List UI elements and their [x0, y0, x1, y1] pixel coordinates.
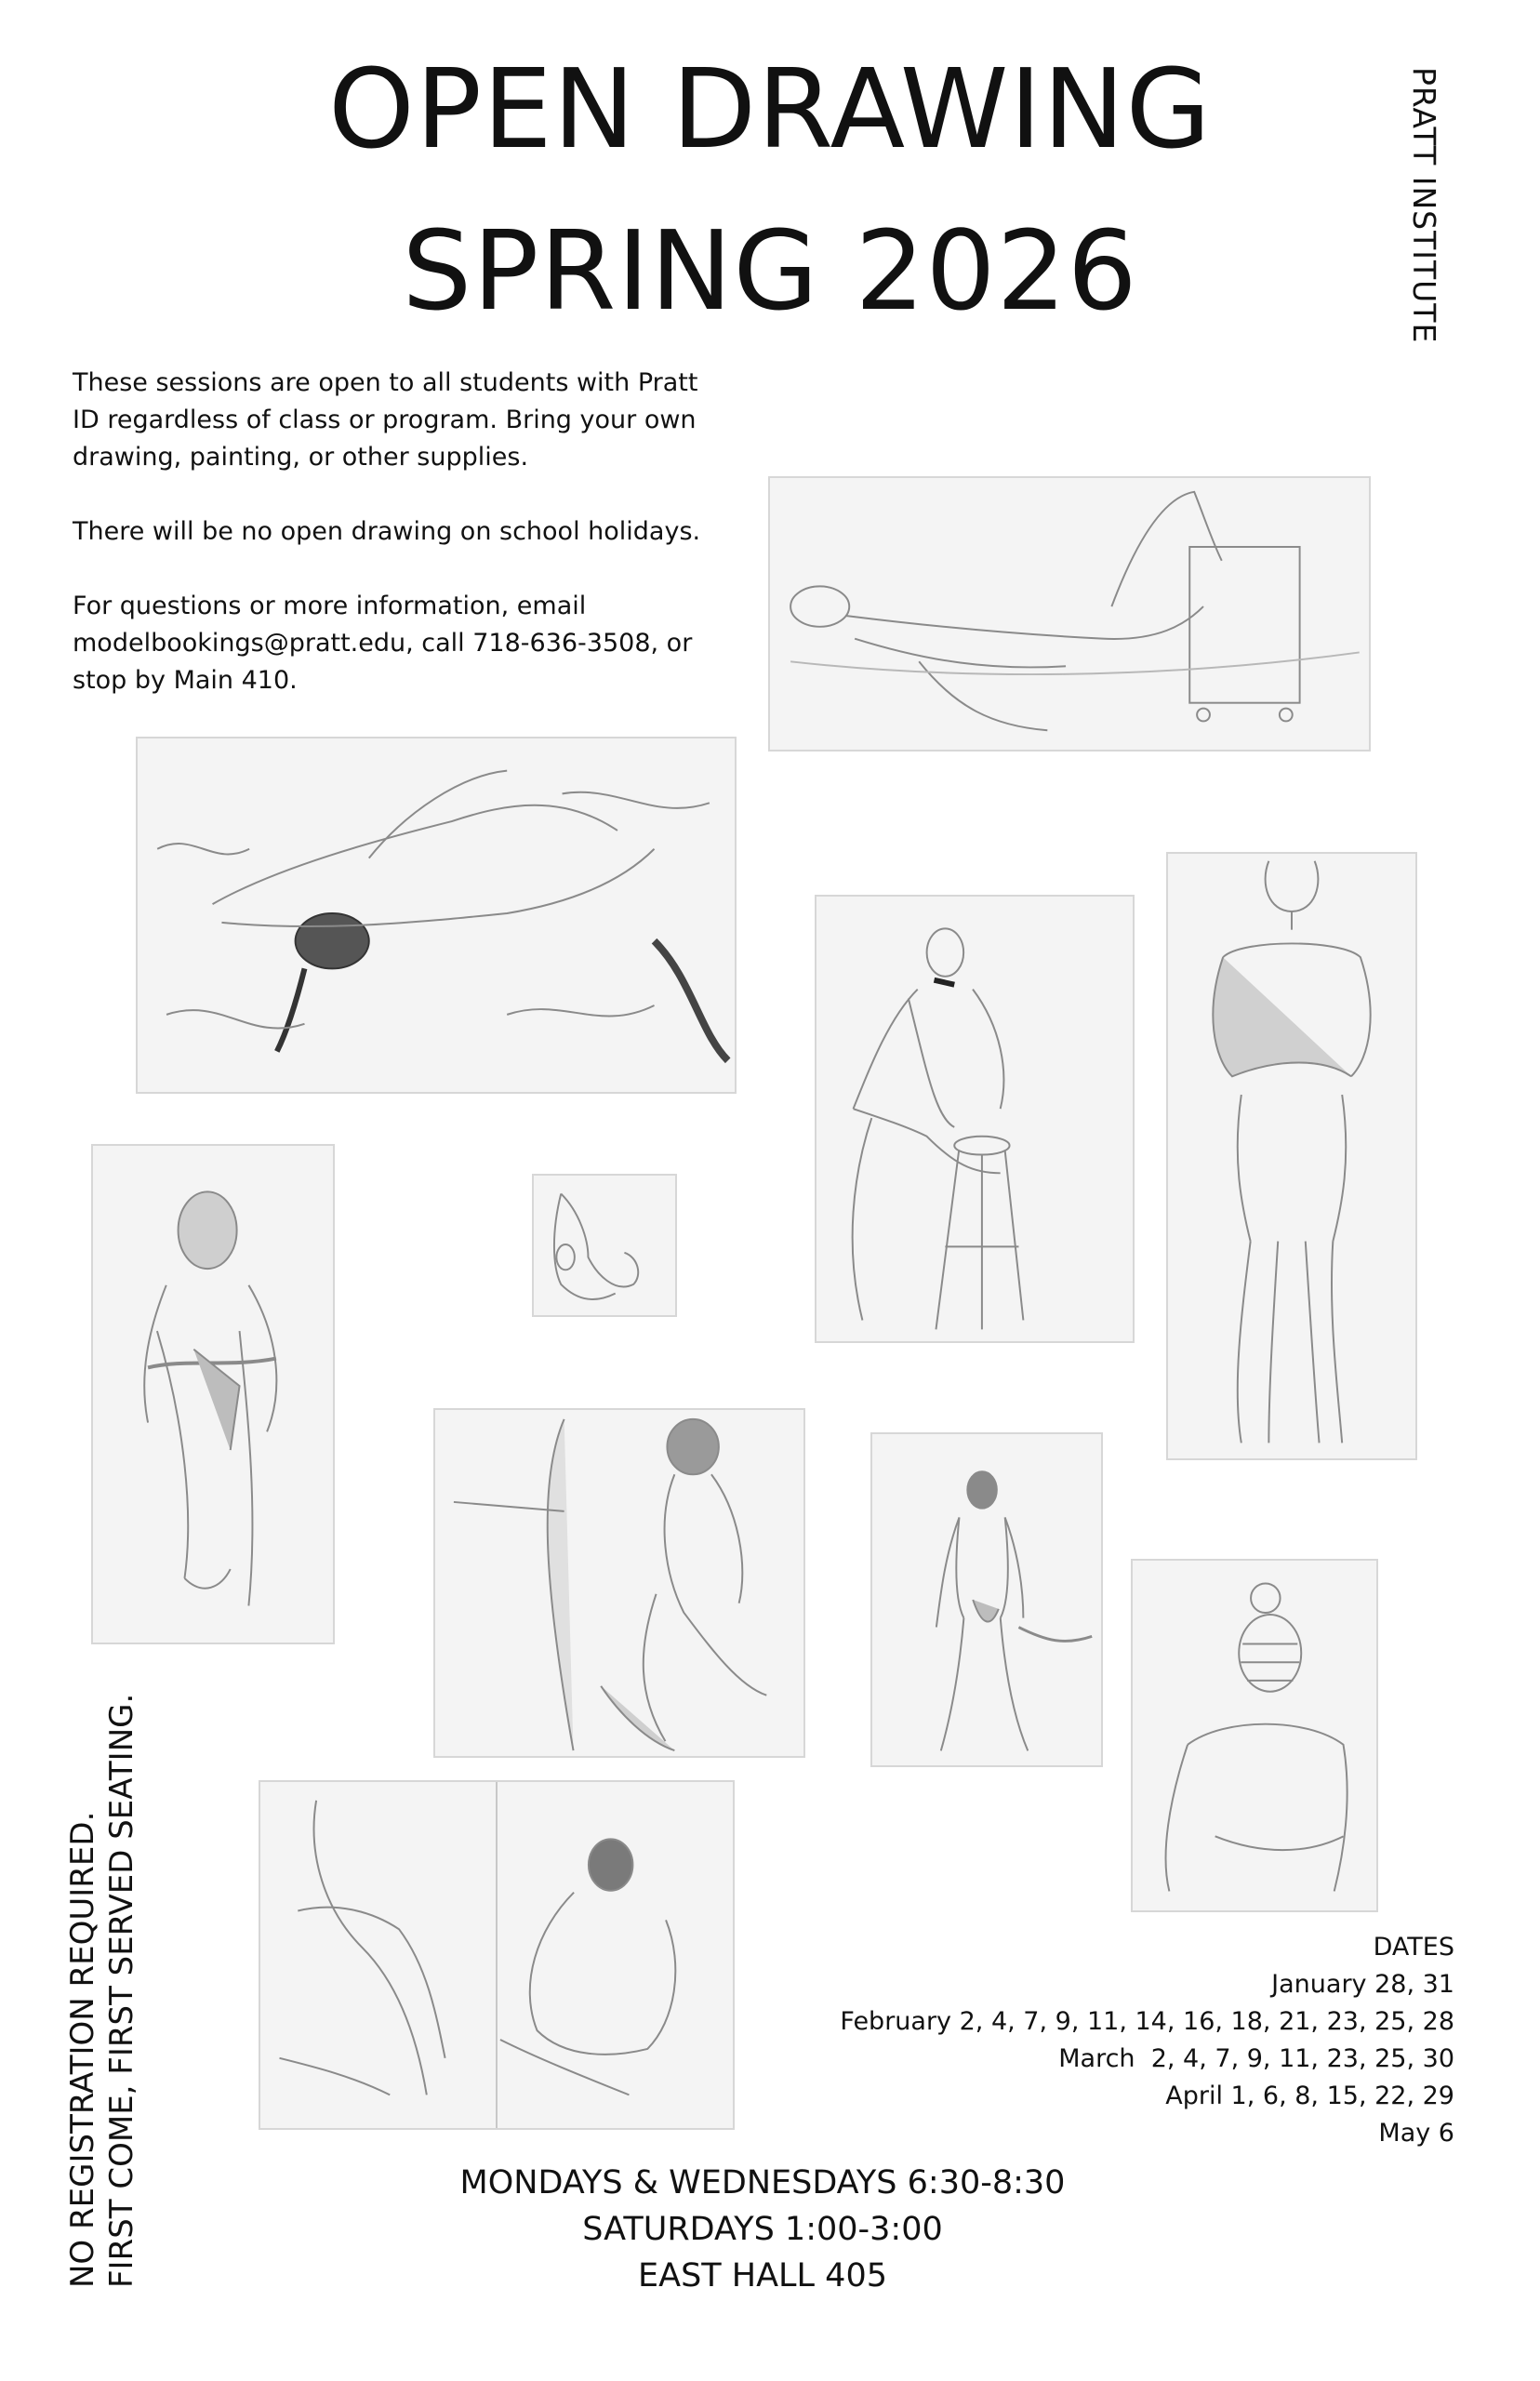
sketch-seated-figure-hugging-knee [91, 1144, 335, 1644]
registration-note-line-1: NO REGISTRATION REQUIRED. [64, 1811, 101, 2288]
title-line-1: OPEN DRAWING [328, 45, 1212, 173]
dates-heading: DATES [1373, 1933, 1454, 1962]
registration-note [63, 1674, 141, 2288]
institution-name: PRATT INSTITUTE [1406, 67, 1442, 344]
sketch-two-figures [259, 1780, 735, 2130]
schedule-block [391, 2160, 1135, 2299]
schedule-line-location: EAST HALL 405 [638, 2257, 887, 2295]
sketch-reclining-figure-cart [768, 476, 1371, 752]
title-line-2: SPRING 2026 [402, 206, 1138, 335]
sketch-face-profile [532, 1174, 677, 1317]
registration-note-line-2: FIRST COME, FIRST SERVED SEATING. [103, 1693, 140, 2288]
sketch-seated-woman-by-tree [433, 1408, 805, 1758]
schedule-line-saturdays: SATURDAYS 1:00-3:00 [582, 2211, 943, 2248]
intro-text [73, 365, 724, 737]
sketch-figure-with-sword [870, 1432, 1103, 1767]
intro-paragraph-1: These sessions are open to all students with Pratt ID regardless of class or program. Bring your own drawing, painting, or other supplies. [73, 368, 698, 472]
dates-line: May 6 [1378, 2119, 1454, 2148]
dates-line: February 2, 4, 7, 9, 11, 14, 16, 18, 21, 23, 25, 28 [840, 2007, 1454, 2036]
sketch-standing-figure-arms-crossed [1166, 852, 1417, 1460]
intro-paragraph-3: For questions or more information, email modelbookings@pratt.edu, call 718-636-3508, or stop by Main 410. [73, 592, 693, 695]
intro-paragraph-2: There will be no open drawing on school holidays. [73, 517, 701, 546]
dates-line: January 28, 31 [1271, 1970, 1454, 1999]
sketch-figure-hair-bun [1131, 1559, 1378, 1912]
dates-line: April 1, 6, 8, 15, 22, 29 [1165, 2082, 1454, 2110]
sketch-seated-figure-stool [815, 895, 1135, 1343]
sketch-reclining-figure-fabric [136, 737, 737, 1094]
schedule-line-weekdays: MONDAYS & WEDNESDAYS 6:30-8:30 [459, 2164, 1066, 2201]
dates-block [785, 1929, 1454, 2152]
dates-line: March 2, 4, 7, 9, 11, 23, 25, 30 [1058, 2044, 1454, 2073]
